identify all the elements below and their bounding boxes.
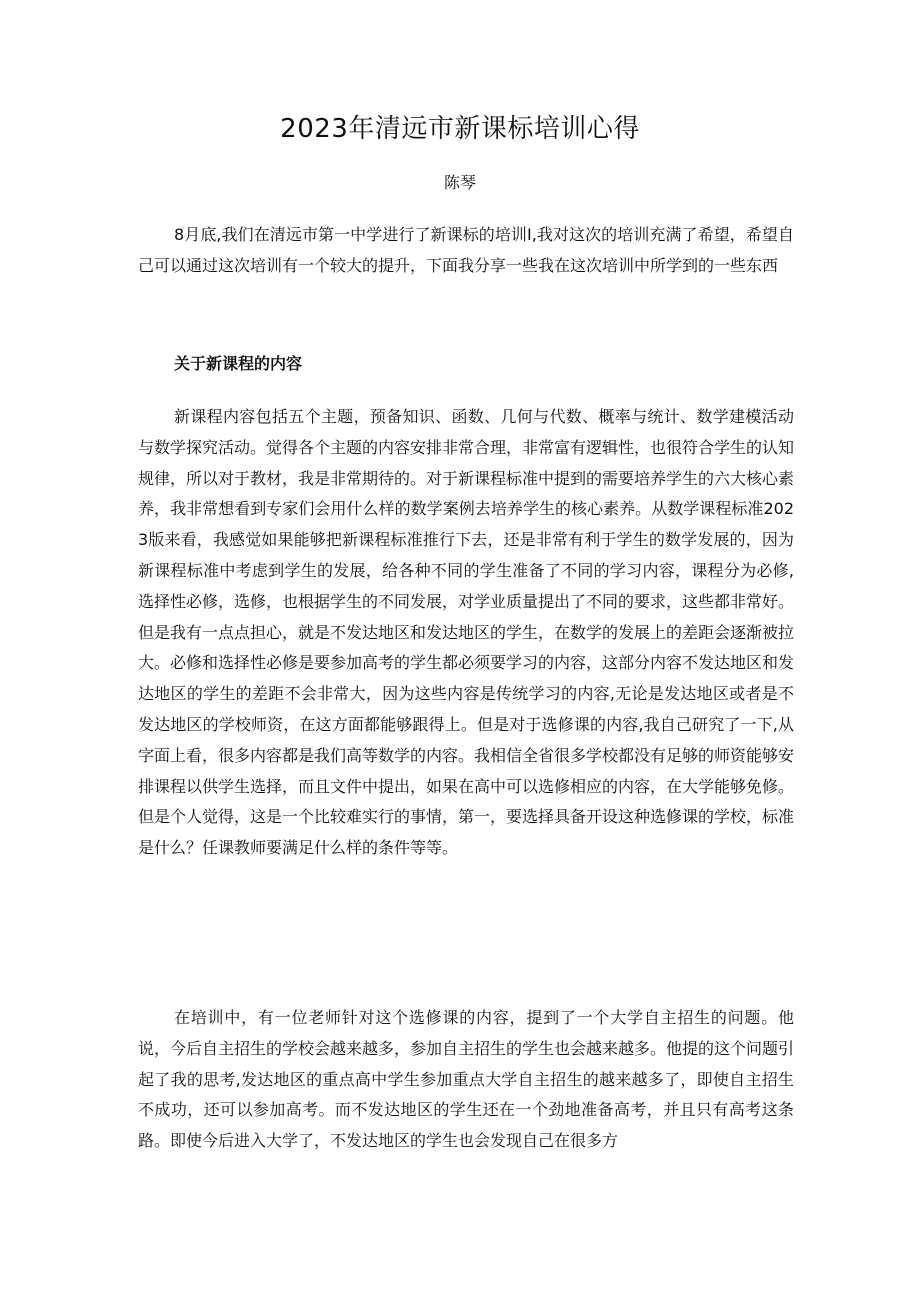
body-paragraph-2: 在培训中，有一位老师针对这个选修课的内容，提到了一个大学自主招生的问题。他说，今后自主招生的学校会越来越多，参加自主招生的学生也会越来越多。他提的这个问题引起了我的思考,发达地区的重点高中学生参加重点大学自主招生的越来越多了，即使自主招生不成功，还可以参加高考。而不发达地区的学生还在一个劲地准备高考，并且只有高考这条路。即使今后进入大学了，不发达地区的学生也会发现自己在很多方: [138, 1008, 795, 1151]
document-author: 陈琴: [443, 173, 476, 192]
body-paragraph-1: 新课程内容包括五个主题，预备知识、函数、几何与代数、概率与统计、数学建模活动与数学探究活动。觉得各个主题的内容安排非常合理，非常富有逻辑性，也很符合学生的认知规律，所以对于教材，我是非常期待的。对于新课程标准中提到的需要培养学生的六大核心素养，我非常想看到专家们会用什么样的数学案例去培养学生的核心素养。从数学课程标准2023版来看，我感觉如果能够把新课程标准推行下去，还是非常有利于学生的数学发展的，因为新课程标准中考虑到学生的发展，给各种不同的学生准备了不同的学习内容，课程分为必修,选择性必修，选修，也根据学生的不同发展，对学业质量提出了不同的要求，这些都非常好。但是我有一点点担心，就是不发达地区和发达地区的学生，在数学的发展上的差距会逐渐被拉大。必修和选择性必修是要参加高考的学生都必须要学习的内容，这部分内容不发达地区和发达地区的学生的差距不会非常大，因为这些内容是传统学习的内容,无论是发达地区或者是不发达地区的学校师资，在这方面都能够跟得上。但是对于选修课的内容,我自己研究了一下,从字面上看，很多内容都是我们高等数学的内容。我相信全省很多学校都没有足够的师资能够安排课程以供学生选择，而且文件中提出，如果在高中可以选修相应的内容，在大学能够免修。但是个人觉得，这是一个比较难实行的事情，第一，要选择具备开设这种选修课的学校，标准是什么？任课教师要满足什么样的条件等等。: [138, 407, 795, 858]
section-heading: 关于新课程的内容: [174, 354, 303, 373]
document-title: 2023年清远市新课标培训心得: [280, 114, 640, 144]
intro-paragraph: 8月底,我们在清远市第一中学进行了新课标的培训I,我对这次的培训充满了希望，希望自己可以通过这次培训有一个较大的提升，下面我分享一些我在这次培训中所学到的一些东西: [138, 225, 794, 275]
